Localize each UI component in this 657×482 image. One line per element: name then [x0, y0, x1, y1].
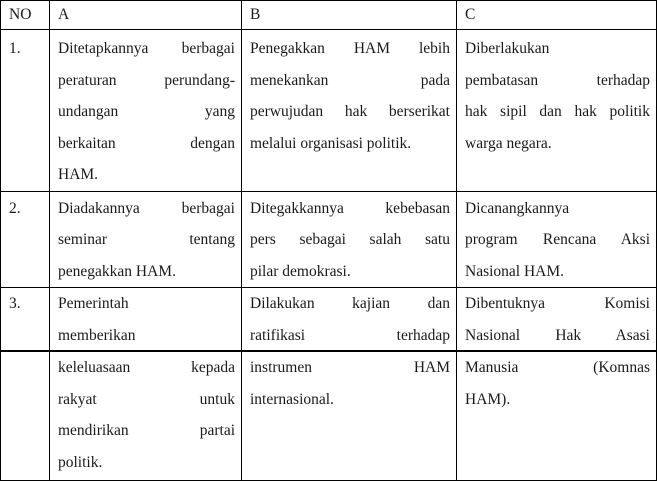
- cell-line: Diadakannya berbagai: [58, 199, 235, 217]
- cell-line: keleluasaan kepada: [58, 359, 235, 376]
- table-row: [1, 351, 657, 481]
- cell-line: peraturan perundang-: [58, 71, 235, 89]
- cell-line: melalui organisasi politik.: [250, 134, 412, 152]
- cell-b: [242, 191, 457, 288]
- cell-line: undangan yang: [58, 103, 235, 120]
- cell-line: Ditetapkannya berbagai: [58, 40, 235, 57]
- cell-c: [457, 191, 657, 288]
- ham-comparison-table-continuation: [0, 350, 657, 481]
- header-a: A: [50, 1, 242, 30]
- cell-line: hak sipil dan hak politik: [465, 103, 650, 120]
- cell-a: [50, 30, 242, 192]
- cell-line: Diberlakukan: [465, 40, 550, 57]
- cell-line: Ditegakkannya kebebasan: [250, 199, 450, 217]
- cell-line: warga negara.: [465, 134, 552, 152]
- cell-line: Dibentuknya Komisi: [465, 295, 650, 312]
- cell-b: [242, 288, 457, 352]
- row-number: 1.: [1, 30, 50, 192]
- cell-line: pilar demokrasi.: [250, 262, 351, 280]
- cell-line: internasional.: [250, 390, 334, 408]
- cell-line: Penegakkan HAM lebih: [250, 40, 450, 57]
- cell-line: HAM.: [58, 166, 99, 183]
- cell-line: politik.: [58, 453, 103, 471]
- cell-line: pembatasan terhadap: [465, 71, 650, 89]
- cell-line: instrumen HAM: [250, 359, 450, 376]
- header-b: B: [242, 1, 457, 30]
- cell-c: [457, 288, 657, 352]
- row-number: 2.: [1, 191, 50, 288]
- cell-line: seminar tentang: [58, 231, 235, 248]
- cell-line: Nasional Hak Asasi: [465, 326, 650, 344]
- cell-b: [242, 30, 457, 192]
- cell-line: Nasional HAM.: [465, 262, 565, 280]
- table-row: [1, 288, 657, 352]
- header-c: C: [457, 1, 657, 30]
- cell-a: [50, 288, 242, 352]
- cell-line: Dilakukan kajian dan: [250, 295, 450, 312]
- header-no: NO: [1, 1, 50, 30]
- cell-b: [242, 351, 457, 481]
- table-row: [1, 30, 657, 192]
- cell-line: pers sebagai salah satu: [250, 231, 450, 248]
- cell-line: Manusia (Komnas: [465, 359, 650, 376]
- cell-line: HAM).: [465, 390, 511, 408]
- cell-line: Dicanangkannya: [465, 199, 570, 217]
- cell-line: perwujudan hak berserikat: [250, 103, 450, 120]
- cell-c: [457, 30, 657, 192]
- cell-line: penegakkan HAM.: [58, 262, 176, 280]
- cell-a: [50, 351, 242, 481]
- cell-line: mendirikan partai: [58, 422, 235, 439]
- cell-line: ratifikasi terhadap: [250, 326, 450, 344]
- cell-line: rakyat untuk: [58, 390, 235, 408]
- header-row: [1, 1, 657, 30]
- cell-line: Pemerintah: [58, 295, 129, 312]
- cell-c: [457, 351, 657, 481]
- cell-a: [50, 191, 242, 288]
- cell-line: berkaitan dengan: [58, 134, 235, 152]
- cell-line: menekankan pada: [250, 71, 450, 89]
- cell-line: program Rencana Aksi: [465, 231, 650, 248]
- cell-line: memberikan: [58, 326, 136, 344]
- row-number: [1, 351, 50, 481]
- table-row: [1, 191, 657, 288]
- row-number: 3.: [1, 288, 50, 352]
